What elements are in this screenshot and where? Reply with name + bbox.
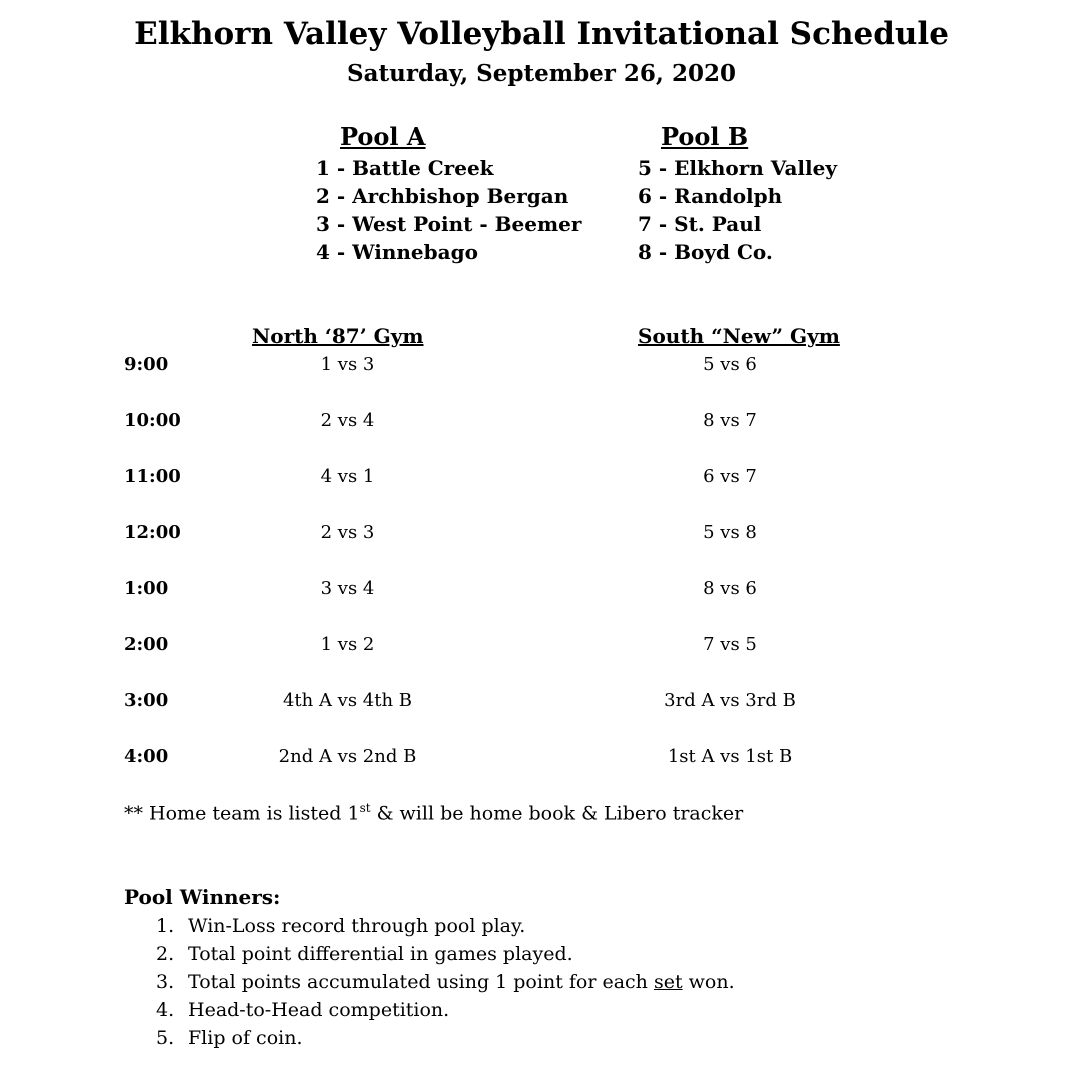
pool-winners-heading: Pool Winners: [124, 885, 281, 909]
pool-a-team: 4 - Winnebago [316, 240, 478, 264]
tiebreak-criteria-list [156, 912, 735, 1052]
north-match: 1 vs 3 [320, 354, 375, 375]
criteria-item [156, 912, 735, 940]
time-slot: 3:00 [124, 690, 169, 711]
time-slot: 4:00 [124, 746, 169, 767]
north-gym-heading: North ‘87’ Gym [252, 324, 424, 348]
criteria-text: Flip of coin. [188, 1027, 303, 1049]
pool-b-team: 8 - Boyd Co. [638, 240, 773, 264]
schedule-row [0, 578, 1083, 606]
page-title: Elkhorn Valley Volleyball Invitational Schedule [134, 16, 949, 52]
criteria-item [156, 996, 735, 1024]
pool-b-heading: Pool B [661, 122, 749, 151]
criteria-text: Win-Loss record through pool play. [188, 915, 526, 937]
pool-a-heading: Pool A [340, 122, 426, 151]
criteria-text: Total point differential in games played. [188, 943, 573, 965]
pool-a-team-list [316, 154, 581, 266]
south-match: 7 vs 5 [703, 634, 757, 655]
criteria-text-before: Total points accumulated using 1 point for each [188, 971, 654, 993]
time-slot: 1:00 [124, 578, 169, 599]
pool-a-team: 1 - Battle Creek [316, 156, 494, 180]
note-suffix: & will be home book & Libero tracker [370, 802, 744, 825]
time-slot: 10:00 [124, 410, 181, 431]
south-match: 5 vs 6 [703, 354, 757, 375]
home-team-note [124, 801, 743, 824]
time-slot: 12:00 [124, 522, 181, 543]
criteria-underlined-word: set [653, 971, 683, 993]
north-match: 2nd A vs 2nd B [278, 746, 417, 767]
criteria-number: 4. [156, 999, 175, 1021]
south-match: 1st A vs 1st B [667, 746, 793, 767]
pool-b-team: 5 - Elkhorn Valley [638, 156, 837, 180]
criteria-item [156, 940, 735, 968]
criteria-text-after: won. [682, 971, 735, 993]
criteria-item [156, 1024, 735, 1052]
note-prefix: ** Home team is listed 1 [124, 802, 360, 825]
schedule-row [0, 634, 1083, 662]
south-gym-heading: South “New” Gym [638, 324, 840, 348]
time-slot: 2:00 [124, 634, 169, 655]
south-match: 8 vs 7 [703, 410, 757, 431]
criteria-item [156, 968, 735, 996]
south-match: 3rd A vs 3rd B [664, 690, 796, 711]
schedule-row [0, 522, 1083, 550]
pool-b-team-list [638, 154, 837, 266]
north-match: 4th A vs 4th B [282, 690, 413, 711]
schedule-row [0, 354, 1083, 382]
north-match: 3 vs 4 [320, 578, 375, 599]
south-match: 6 vs 7 [703, 466, 757, 487]
schedule-row [0, 410, 1083, 438]
north-match: 2 vs 3 [320, 522, 375, 543]
north-match: 4 vs 1 [320, 466, 375, 487]
schedule-row [0, 466, 1083, 494]
criteria-number: 1. [156, 915, 175, 937]
time-slot: 11:00 [124, 466, 181, 487]
south-match: 8 vs 6 [703, 578, 757, 599]
south-match: 5 vs 8 [703, 522, 757, 543]
pool-a-team: 2 - Archbishop Bergan [316, 184, 569, 208]
north-match: 2 vs 4 [320, 410, 375, 431]
schedule-row [0, 690, 1083, 718]
criteria-number: 2. [156, 943, 175, 965]
schedule-row [0, 746, 1083, 774]
north-match: 1 vs 2 [320, 634, 375, 655]
event-date: Saturday, September 26, 2020 [347, 60, 736, 87]
criteria-number: 3. [156, 971, 175, 993]
criteria-number: 5. [156, 1027, 175, 1049]
time-slot: 9:00 [124, 354, 169, 375]
pool-b-team: 7 - St. Paul [638, 212, 762, 236]
note-superscript: st [359, 801, 371, 815]
pool-a-team: 3 - West Point - Beemer [316, 212, 582, 236]
pool-b-team: 6 - Randolph [638, 184, 783, 208]
criteria-text: Head-to-Head competition. [188, 999, 450, 1021]
